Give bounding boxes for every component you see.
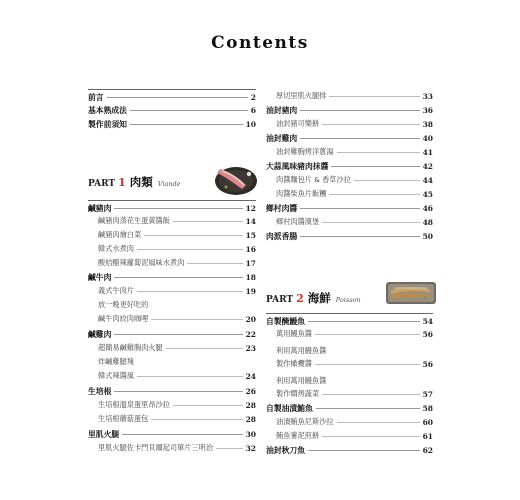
part-number: 2 bbox=[296, 292, 304, 305]
toc-page-number: 22 bbox=[245, 329, 256, 339]
toc-page-number: 17 bbox=[245, 258, 256, 268]
leader-line bbox=[130, 110, 248, 111]
toc-entry[interactable] bbox=[88, 214, 256, 228]
toc-entry[interactable] bbox=[88, 89, 256, 104]
leader-line bbox=[337, 152, 420, 153]
toc-entry-label: 油漬鮪魚尼斯沙拉 bbox=[276, 417, 334, 426]
leader-line bbox=[144, 235, 242, 236]
toc-page-number: 15 bbox=[245, 230, 256, 240]
toc-entry[interactable] bbox=[266, 229, 433, 243]
toc-entry[interactable] bbox=[266, 313, 433, 328]
toc-page-number: 24 bbox=[245, 371, 256, 381]
leader-line bbox=[114, 277, 242, 278]
part-title: 肉類 bbox=[129, 175, 153, 189]
toc-entry-label: 油封秋刀魚 bbox=[266, 445, 305, 455]
leader-line bbox=[151, 319, 242, 320]
leader-line bbox=[329, 194, 419, 195]
toc-entry[interactable] bbox=[88, 384, 256, 398]
toc-entry[interactable] bbox=[88, 355, 256, 369]
toc-page-number: 33 bbox=[422, 91, 433, 101]
part-number: 1 bbox=[118, 176, 126, 189]
leader-line bbox=[300, 110, 419, 111]
toc-entry[interactable] bbox=[266, 117, 433, 131]
toc-entry-label: 鹹豬肉燴白菜 bbox=[98, 230, 142, 239]
leader-line bbox=[300, 138, 419, 139]
toc-page-number: 23 bbox=[245, 343, 256, 353]
toc-entry-label: 韓式水煮肉 bbox=[98, 244, 134, 253]
leader-line bbox=[122, 434, 242, 435]
toc-entry-label: 自製油漬鮪魚 bbox=[266, 403, 313, 413]
leader-line bbox=[137, 376, 243, 377]
toc-entry-label: 製作燜烤蔬菜 bbox=[276, 389, 320, 398]
toc-entry[interactable] bbox=[266, 159, 433, 173]
toc-page-number: 30 bbox=[245, 429, 256, 439]
toc-page-number: 19 bbox=[245, 286, 256, 296]
toc-page-number: 57 bbox=[422, 389, 433, 399]
toc-entry[interactable] bbox=[266, 103, 433, 117]
toc-entry-label: 前言 bbox=[88, 92, 104, 102]
part-1-heading bbox=[88, 174, 181, 190]
toc-entry-label: 鹹豬肉 bbox=[88, 203, 112, 213]
leader-line bbox=[308, 321, 420, 322]
leader-line bbox=[187, 263, 242, 264]
toc-page-number: 38 bbox=[422, 119, 433, 129]
part-subtitle: Poisson bbox=[335, 296, 361, 304]
leader-line bbox=[300, 208, 419, 209]
toc-page-number: 42 bbox=[422, 161, 433, 171]
part-subtitle: Viande bbox=[157, 180, 181, 188]
toc-page-number: 40 bbox=[422, 133, 433, 143]
toc-entry-label: 大蒜風味豬肉抹醬 bbox=[266, 161, 329, 171]
toc-entry-label: 油封雞胸烤洋蔥湯 bbox=[276, 147, 334, 156]
leader-line bbox=[354, 180, 420, 181]
toc-entry[interactable] bbox=[266, 145, 433, 159]
toc-entry[interactable] bbox=[266, 429, 433, 443]
toc-entry-label: 油封雞肉 bbox=[266, 133, 298, 143]
toc-entry[interactable] bbox=[266, 215, 433, 229]
cured-meat-photo bbox=[204, 163, 260, 197]
toc-entry-label: 生培根溫泉蛋里昂沙拉 bbox=[98, 400, 170, 409]
toc-entry[interactable] bbox=[266, 357, 433, 371]
leader-line bbox=[322, 222, 419, 223]
toc-page-number: 61 bbox=[422, 431, 433, 441]
toc-entry[interactable] bbox=[88, 312, 256, 326]
toc-entry[interactable] bbox=[266, 401, 433, 415]
toc-page-number: 20 bbox=[245, 314, 256, 324]
toc-entry-label: 鹹雞肉 bbox=[88, 329, 112, 339]
leader-line bbox=[151, 419, 242, 420]
toc-entry-label: 基本熟成法 bbox=[88, 105, 127, 115]
toc-page-number: 46 bbox=[422, 203, 433, 213]
leader-line bbox=[130, 124, 243, 125]
toc-entry[interactable] bbox=[88, 242, 256, 256]
leader-line bbox=[114, 334, 242, 335]
toc-entry-label: 生培根蘑菇蛋包 bbox=[98, 414, 149, 423]
toc-page-number: 44 bbox=[422, 175, 433, 185]
toc-entry[interactable] bbox=[88, 327, 256, 341]
leader-line bbox=[322, 124, 419, 125]
toc-page-number: 56 bbox=[422, 329, 433, 339]
toc-page-number: 56 bbox=[422, 359, 433, 369]
toc-page-number: 54 bbox=[422, 316, 433, 326]
leader-line bbox=[331, 166, 419, 167]
toc-entry-label: 肉醬柴魚片飯糰 bbox=[276, 189, 327, 198]
leader-line bbox=[322, 436, 419, 437]
toc-entry-label: 油封豬肉 bbox=[266, 105, 298, 115]
leader-line bbox=[137, 291, 243, 292]
toc-entry-label: 鮪魚薯泥煎餅 bbox=[276, 431, 320, 440]
toc-entry[interactable] bbox=[88, 117, 256, 131]
toc-entry-label: 萬用鰻魚醬 bbox=[276, 329, 312, 338]
toc-entry-label: 肉醬麵包片 & 香草沙拉 bbox=[276, 175, 351, 184]
part-word: PART bbox=[88, 179, 116, 189]
toc-entry-label: 里肌火腿 bbox=[88, 429, 120, 439]
toc-entry[interactable] bbox=[266, 327, 433, 341]
leader-line bbox=[316, 408, 420, 409]
toc-page-number: 12 bbox=[245, 203, 256, 213]
leader-line bbox=[308, 450, 420, 451]
toc-entry[interactable] bbox=[88, 412, 256, 426]
page-title: Contents bbox=[211, 33, 309, 53]
toc-entry-label: 義式牛肉片 bbox=[98, 286, 134, 295]
toc-page-number: 32 bbox=[245, 443, 256, 453]
toc-entry[interactable] bbox=[88, 284, 256, 298]
toc-page-number: 58 bbox=[422, 403, 433, 413]
toc-entry-label: 里肌火腿佐卡門貝爾起司單片三明治 bbox=[98, 443, 214, 452]
toc-page-number: 62 bbox=[422, 445, 433, 455]
toc-entry[interactable] bbox=[88, 228, 256, 242]
toc-entry[interactable] bbox=[88, 341, 256, 355]
leader-line bbox=[329, 96, 419, 97]
toc-entry-label: 油封豬可樂餅 bbox=[276, 119, 320, 128]
toc-entry-label: 生培根 bbox=[88, 386, 112, 396]
toc-entry[interactable] bbox=[88, 441, 256, 455]
toc-entry-label: 鹹豬肉蒸花生蛋黃醬飯 bbox=[98, 216, 170, 225]
toc-entry[interactable] bbox=[266, 201, 433, 215]
toc-entry-label: 自製醃鰻魚 bbox=[266, 316, 305, 326]
part-2-heading bbox=[266, 290, 361, 306]
toc-entry[interactable] bbox=[88, 369, 256, 383]
toc-page-number: 6 bbox=[250, 105, 256, 115]
toc-entry[interactable] bbox=[88, 398, 256, 412]
toc-page-number: 10 bbox=[245, 119, 256, 129]
leader-line bbox=[216, 448, 243, 449]
leader-line bbox=[173, 221, 243, 222]
fish-dish-photo bbox=[383, 277, 439, 307]
toc-page-number: 50 bbox=[422, 231, 433, 241]
leader-line bbox=[315, 334, 420, 335]
toc-entry-label: 鄉村肉醬漢堡 bbox=[276, 217, 320, 226]
toc-page-number: 16 bbox=[245, 244, 256, 254]
toc-entry[interactable] bbox=[266, 89, 433, 103]
toc-entry[interactable] bbox=[88, 256, 256, 270]
toc-page-number: 2 bbox=[250, 92, 256, 102]
toc-entry[interactable] bbox=[266, 187, 433, 201]
toc-entry[interactable] bbox=[88, 200, 256, 215]
toc-page-number: 41 bbox=[422, 147, 433, 157]
part-word: PART bbox=[266, 295, 294, 305]
toc-entry-label: 鹹牛肉絞肉咖哩 bbox=[98, 314, 149, 323]
leader-line bbox=[315, 364, 420, 365]
toc-entry[interactable] bbox=[88, 270, 256, 284]
leader-line bbox=[166, 348, 243, 349]
leader-line bbox=[300, 236, 419, 237]
toc-entry[interactable] bbox=[88, 427, 256, 441]
toc-page-number: 28 bbox=[245, 414, 256, 424]
toc-entry[interactable] bbox=[266, 387, 433, 401]
leader-line bbox=[137, 249, 243, 250]
toc-entry[interactable] bbox=[88, 298, 256, 312]
toc-entry-label: 利用萬用鰻魚醬 bbox=[276, 346, 327, 355]
toc-page-number: 36 bbox=[422, 105, 433, 115]
leader-line bbox=[114, 391, 242, 392]
toc-entry[interactable] bbox=[266, 131, 433, 145]
leader-line bbox=[322, 394, 419, 395]
toc-entry-label: 炸鹹雞腿塊 bbox=[98, 357, 134, 366]
leader-line bbox=[114, 208, 242, 209]
leader-line bbox=[173, 405, 243, 406]
toc-entry[interactable] bbox=[266, 374, 433, 388]
toc-entry-label: 製作前須知 bbox=[88, 119, 127, 129]
toc-entry-label: 厚切里肌火腿排 bbox=[276, 91, 327, 100]
toc-page-number: 14 bbox=[245, 216, 256, 226]
toc-entry[interactable] bbox=[266, 344, 433, 358]
toc-entry-label: 鹹牛肉 bbox=[88, 272, 112, 282]
toc-page-number: 26 bbox=[245, 386, 256, 396]
toc-entry[interactable] bbox=[88, 103, 256, 117]
toc-entry-label: 肉派香腸 bbox=[266, 231, 298, 241]
toc-page-number: 28 bbox=[245, 400, 256, 410]
toc-page-number: 45 bbox=[422, 189, 433, 199]
toc-entry[interactable] bbox=[266, 415, 433, 429]
leader-line bbox=[107, 97, 248, 98]
toc-entry[interactable] bbox=[266, 173, 433, 187]
toc-entry-label: 利用萬用鰻魚醬 bbox=[276, 376, 327, 385]
toc-entry-label: 鄉村肉醬 bbox=[266, 203, 298, 213]
toc-page-number: 48 bbox=[422, 217, 433, 227]
leader-line bbox=[337, 422, 420, 423]
toc-entry-label: 超簡易鹹雞胸肉火腿 bbox=[98, 343, 163, 352]
toc-entry[interactable] bbox=[266, 443, 433, 457]
toc-entry-label: 製作橄欖醬 bbox=[276, 359, 312, 368]
toc-entry-label: 韓式辣醬風 bbox=[98, 371, 134, 380]
toc-page-number: 60 bbox=[422, 417, 433, 427]
toc-entry-label: 放一晚更好吃的 bbox=[98, 300, 149, 309]
toc-entry-label: 酸桔醋辣蘿蔔泥風味水煮肉 bbox=[98, 258, 185, 267]
toc-page-number: 18 bbox=[245, 272, 256, 282]
part-title: 海鮮 bbox=[307, 291, 331, 305]
